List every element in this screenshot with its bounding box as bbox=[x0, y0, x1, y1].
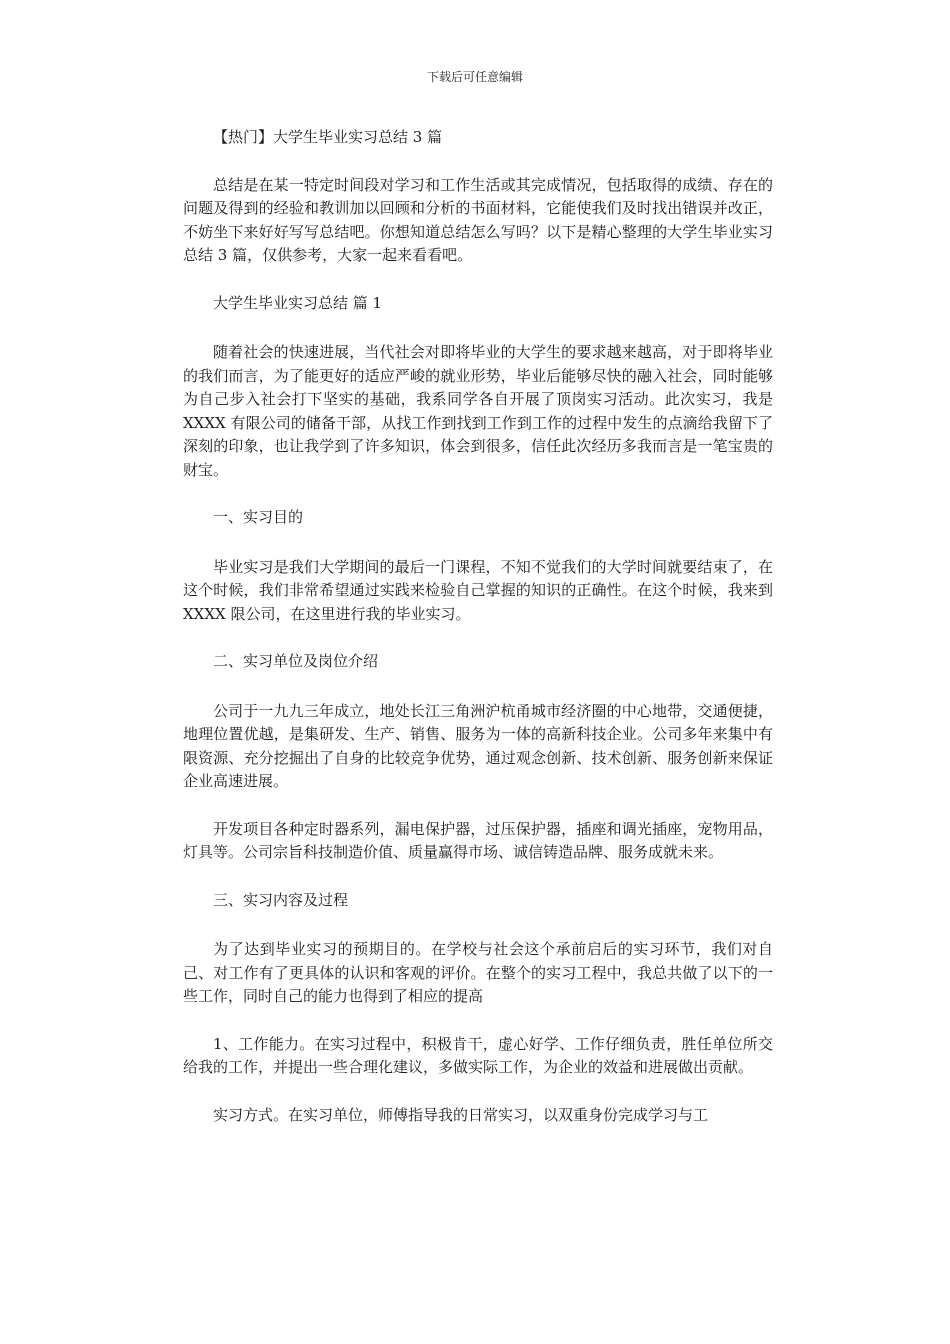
heading-practice-content: 三、实习内容及过程 bbox=[213, 890, 349, 909]
paragraph-6: 1、工作能力。在实习过程中，积极肯干，虚心好学、工作仔细负责，胜任单位所交给我的工作，并提出一些合理化建议，多做实际工作，为企业的效益和进展做出贡献。 bbox=[183, 1034, 773, 1076]
paragraph-4: 开发项目各种定时器系列，漏电保护器，过压保护器，插座和调光插座，宠物用品，灯具等。公司宗旨科技制造价值、质量赢得市场、诚信铸造品牌、服务成就未来。 bbox=[183, 819, 773, 861]
document-body bbox=[183, 126, 773, 1151]
document-title: 【热门】大学生毕业实习总结 3 篇 bbox=[213, 128, 443, 146]
paragraph-7: 实习方式。在实习单位，师傅指导我的日常实习，以双重身份完成学习与工 bbox=[213, 1105, 709, 1124]
paragraph-1: 随着社会的快速进展，当代社会对即将毕业的大学生的要求越来越高，对于即将毕业的我们而言，为了能更好的适应严峻的就业形势，毕业后能够尽快的融入社会，同时能够为自己步入社会打下坚实的基础，我系同学各自开展了顶岗实习活动。此次实习，我是 XXXX 有限公司的储备干部，从找工作到找到工作到工作的过程中发生的点滴给我留下了深刻的印象，也让我学到了许多知识，体会到很多，信任此次经历多我而言是一笔宝贵的财宝。 bbox=[183, 343, 773, 479]
paragraph-5: 为了达到毕业实习的预期目的。在学校与社会这个承前启后的实习环节，我们对自己、对工作有了更具体的认识和客观的评价。在整个的实习工程中，我总共做了以下的一些工作，同时自己的能力也得到了相应的提高 bbox=[183, 940, 773, 1005]
header-note: 下载后可任意编辑 bbox=[426, 70, 523, 84]
section-title: 大学生毕业实习总结 篇 1 bbox=[213, 293, 383, 312]
paragraph-2: 毕业实习是我们大学期间的最后一门课程，不知不觉我们的大学时间就要结束了，在这个时候，我们非常希望通过实践来检验自己掌握的知识的正确性。在这个时候，我来到 XXXX 限公司，在这里进行我的毕业实习。 bbox=[183, 557, 773, 623]
heading-practice-purpose: 一、实习目的 bbox=[213, 508, 304, 526]
heading-company-intro: 二、实习单位及岗位介绍 bbox=[213, 652, 379, 670]
intro-paragraph: 总结是在某一特定时间段对学习和工作生活或其完成情况，包括取得的成绩、存在的问题及得到的经验和教训加以回顾和分析的书面材料，它能使我们及时找出错误并改正，不妨坐下来好好写写总结吧。你想知道总结怎么写吗？以下是精心整理的大学生毕业实习总结 3 篇，仅供参考，大家一起来看看吧。 bbox=[183, 175, 773, 264]
paragraph-3: 公司于一九九三年成立，地处长江三角洲沪杭甬城市经济圈的中心地带，交通便捷，地理位置优越，是集研发、生产、销售、服务为一体的高新科技企业。公司多年来集中有限资源、充分挖掘出了自身的比较竞争优势，通过观念创新、技术创新、服务创新来保证企业高速进展。 bbox=[183, 701, 773, 790]
